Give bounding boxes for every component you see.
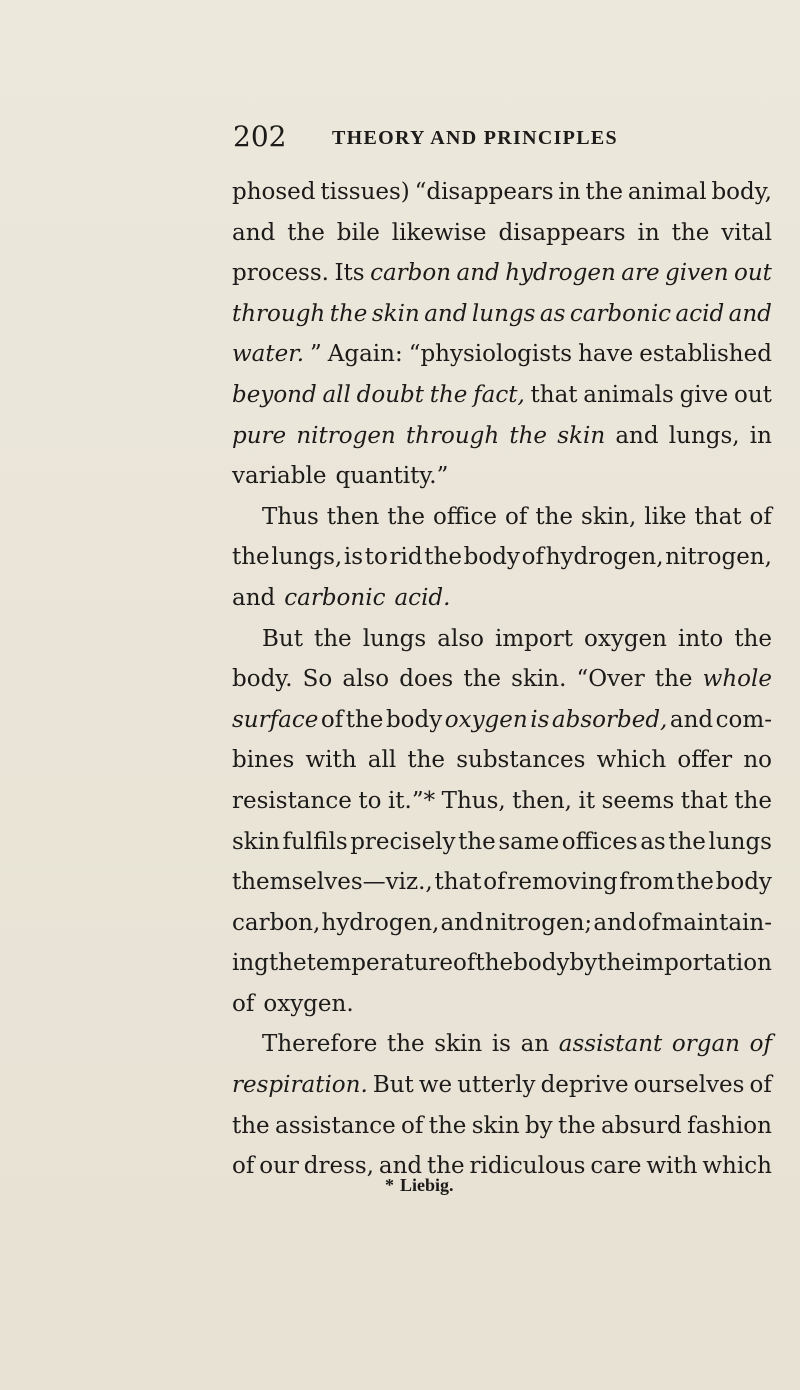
word: the: [463, 666, 502, 693]
word: lungs,: [668, 422, 740, 449]
word: and: [615, 422, 659, 449]
word: also: [437, 625, 484, 652]
word: the: [287, 219, 325, 246]
word: acid.: [394, 584, 451, 611]
word: an: [520, 1031, 550, 1058]
word: oxygen.: [263, 990, 354, 1017]
word: and: [728, 300, 772, 327]
word: resistance: [232, 787, 352, 814]
word: and: [440, 909, 484, 936]
word: nitrogen;: [485, 909, 593, 936]
text-line: [232, 578, 772, 619]
word: But: [372, 1072, 414, 1099]
word: and: [232, 219, 276, 246]
word: carbon: [370, 260, 452, 287]
text-line: [232, 822, 772, 863]
word: by: [569, 950, 598, 977]
word: vital: [721, 219, 772, 246]
word: So: [302, 666, 333, 693]
word: by: [524, 1112, 553, 1139]
word: skin: [557, 422, 606, 449]
word: care: [590, 1153, 642, 1180]
word: the: [232, 1112, 270, 1139]
text-line: [232, 984, 772, 1025]
word: removing: [507, 869, 618, 896]
word: oxygen: [584, 625, 667, 652]
word: skin: [471, 1112, 520, 1139]
word: is: [343, 544, 364, 571]
word: with: [305, 747, 357, 774]
word: into: [678, 625, 724, 652]
word: importation: [634, 950, 772, 977]
word: give: [679, 381, 729, 408]
text-line: [232, 1024, 772, 1065]
word: dress,: [303, 1153, 374, 1180]
word: hydrogen: [505, 260, 616, 287]
word: of: [749, 1031, 772, 1058]
text-line: [232, 1106, 772, 1147]
word: body: [513, 950, 570, 977]
text-line: [232, 253, 772, 294]
word: the: [407, 747, 446, 774]
word: Therefore: [262, 1031, 378, 1058]
word: fashion: [687, 1112, 772, 1139]
word: we: [418, 1072, 453, 1099]
word: the: [585, 179, 624, 205]
word: and: [456, 260, 500, 287]
text-line: [232, 294, 772, 335]
word: variable: [232, 463, 327, 490]
word: the: [668, 828, 706, 855]
word: given: [665, 260, 729, 287]
word: lungs,: [271, 544, 343, 571]
word: to: [358, 787, 382, 814]
word: and: [424, 300, 468, 327]
word: disappears: [498, 219, 626, 246]
word: the: [676, 869, 714, 896]
word: pure: [232, 422, 287, 449]
word: skin,: [581, 503, 637, 530]
text-line: [232, 1065, 772, 1106]
word: skin: [434, 1031, 483, 1058]
text-line: [232, 740, 772, 781]
word: likewise: [391, 219, 487, 246]
word: ”: [310, 341, 322, 368]
word: the: [597, 950, 635, 977]
word: of: [453, 950, 476, 977]
word: the: [428, 1112, 467, 1139]
text-line: [232, 659, 772, 700]
word: of: [749, 503, 772, 530]
word: maintain-: [661, 909, 772, 936]
word: offices: [561, 828, 638, 855]
word: oxygen: [444, 706, 528, 733]
text-line: [232, 213, 772, 254]
word: animals: [583, 381, 674, 408]
word: the: [268, 950, 307, 977]
word: of: [637, 909, 661, 936]
word: that: [434, 869, 482, 896]
word: quantity.”: [335, 463, 449, 490]
word: it: [578, 787, 596, 814]
text-line: [232, 903, 772, 944]
word: “physiologists: [408, 341, 573, 368]
word: offer: [677, 747, 733, 774]
text-line: [232, 334, 772, 375]
word: utterly: [457, 1072, 536, 1099]
word: in: [749, 422, 772, 449]
word: phosed: [232, 179, 316, 205]
footnote-marker: *: [385, 1175, 394, 1195]
text-line: [232, 1146, 772, 1187]
word: office: [432, 503, 497, 530]
word: carbonic: [569, 300, 672, 327]
word: that: [694, 503, 742, 530]
word: bines: [232, 747, 295, 774]
text-line: [232, 700, 772, 741]
text-line: [232, 862, 772, 903]
word: have: [578, 341, 634, 368]
word: then,: [512, 787, 572, 814]
word: “disappears: [414, 179, 554, 205]
word: which: [702, 1153, 772, 1180]
footnote-text: Liebig.: [400, 1175, 454, 1195]
word: the: [734, 625, 772, 652]
word: the: [387, 503, 425, 530]
word: of: [232, 990, 255, 1017]
word: in: [558, 179, 581, 205]
word: that: [680, 787, 728, 814]
word: and: [232, 584, 276, 611]
text-line: [232, 456, 772, 497]
word: nitrogen: [296, 422, 396, 449]
word: of: [401, 1112, 424, 1139]
word: skin.: [511, 666, 567, 693]
word: water.: [232, 341, 305, 368]
word: is: [530, 706, 550, 733]
word: substances: [456, 747, 586, 774]
word: bile: [336, 219, 380, 246]
word: the: [345, 706, 384, 733]
word: the: [329, 300, 368, 327]
text-line: [232, 416, 772, 457]
word: the: [458, 828, 496, 855]
word: doubt: [356, 381, 424, 408]
word: the: [424, 544, 462, 571]
word: the: [429, 381, 468, 408]
word: Thus,: [441, 787, 506, 814]
word: lungs: [708, 828, 772, 855]
word: themselves—viz.,: [232, 869, 433, 896]
footnote: [385, 1175, 454, 1196]
word: body.: [232, 666, 293, 693]
word: established: [639, 341, 772, 368]
word: also: [342, 666, 390, 693]
word: Its: [334, 260, 365, 287]
word: the: [535, 503, 574, 530]
word: the: [314, 625, 352, 652]
word: assistant: [558, 1031, 663, 1058]
word: of: [504, 503, 528, 530]
word: ing: [232, 950, 269, 977]
word: the: [654, 666, 693, 693]
word: rid: [389, 544, 423, 571]
word: tissues): [320, 179, 410, 205]
text-line: [232, 781, 772, 822]
word: absurd: [600, 1112, 682, 1139]
word: and: [669, 706, 714, 733]
word: the: [557, 1112, 596, 1139]
word: body: [385, 706, 443, 733]
word: and: [593, 909, 637, 936]
word: precisely: [350, 828, 456, 855]
text-line: [232, 537, 772, 578]
word: fulfils: [282, 828, 348, 855]
word: that: [530, 381, 578, 408]
text-line: [232, 619, 772, 660]
text-line: [232, 943, 772, 984]
text-line: [232, 497, 772, 538]
word: the: [509, 422, 548, 449]
word: carbon,: [232, 909, 321, 936]
word: of: [483, 869, 506, 896]
word: are: [621, 260, 660, 287]
word: to: [364, 544, 388, 571]
word: and: [378, 1153, 423, 1180]
word: “Over: [576, 666, 645, 693]
word: of: [521, 544, 544, 571]
word: process.: [232, 260, 329, 287]
word: animal: [627, 179, 707, 205]
word: the: [386, 1031, 425, 1058]
word: which: [596, 747, 667, 774]
word: lungs: [362, 625, 427, 652]
word: surface: [232, 706, 319, 733]
text-line: [232, 172, 772, 213]
word: in: [637, 219, 660, 246]
text-line: [232, 375, 772, 416]
word: import: [495, 625, 573, 652]
word: same: [498, 828, 560, 855]
word: assistance: [274, 1112, 396, 1139]
word: through: [405, 422, 500, 449]
word: hydrogen,: [321, 909, 440, 936]
word: is: [491, 1031, 511, 1058]
word: out: [734, 260, 772, 287]
word: of: [320, 706, 344, 733]
word: the: [671, 219, 710, 246]
word: body: [715, 869, 772, 896]
word: hydrogen,: [545, 544, 664, 571]
word: absorbed,: [551, 706, 668, 733]
word: beyond: [232, 381, 317, 408]
word: the: [232, 544, 270, 571]
word: Thus: [262, 503, 319, 530]
word: our: [259, 1153, 299, 1180]
body-text: [232, 172, 772, 1187]
word: like: [644, 503, 687, 530]
word: of: [749, 1072, 772, 1099]
word: seems: [601, 787, 675, 814]
word: as: [539, 300, 566, 327]
word: acid: [675, 300, 725, 327]
word: the: [426, 1153, 465, 1180]
word: with: [646, 1153, 698, 1180]
word: whole: [702, 666, 772, 693]
word: body: [463, 544, 520, 571]
word: the: [734, 787, 772, 814]
word: temperature: [306, 950, 454, 977]
word: ourselves: [633, 1072, 745, 1099]
word: of: [232, 1153, 255, 1180]
word: organ: [671, 1031, 740, 1058]
word: lungs: [471, 300, 536, 327]
word: Again:: [327, 341, 403, 368]
word: body,: [711, 179, 772, 205]
word: deprive: [540, 1072, 629, 1099]
word: ridiculous: [469, 1153, 586, 1180]
word: nitrogen,: [665, 544, 772, 571]
page-number: 202: [233, 120, 287, 153]
word: com-: [715, 706, 772, 733]
word: respiration.: [232, 1072, 368, 1099]
word: all: [367, 747, 397, 774]
word: as: [640, 828, 666, 855]
word: skin: [371, 300, 420, 327]
word: fact,: [473, 381, 525, 408]
word: all: [322, 381, 351, 408]
word: carbonic: [284, 584, 386, 611]
word: does: [399, 666, 454, 693]
word: no: [743, 747, 772, 774]
word: out: [734, 381, 772, 408]
word: through: [232, 300, 326, 327]
word: then: [326, 503, 380, 530]
word: skin: [232, 828, 280, 855]
word: the: [475, 950, 514, 977]
word: But: [262, 625, 303, 652]
word: it.”*: [387, 787, 436, 814]
word: from: [619, 869, 675, 896]
running-head: THEORY AND PRINCIPLES: [332, 127, 618, 149]
